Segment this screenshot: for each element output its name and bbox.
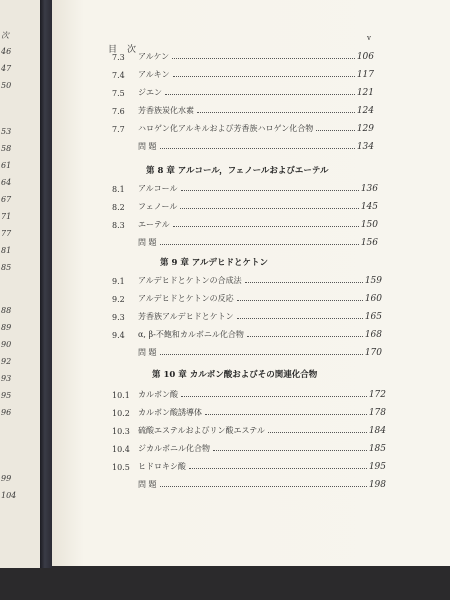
toc-entry-number: 7.6 xyxy=(112,107,125,116)
chapter-8-heading: 第 8 章 アルコール，フェノールおよびエーテル xyxy=(146,166,329,176)
toc-entry-page: 134 xyxy=(356,142,374,152)
toc-entry-number: 10.2 xyxy=(112,409,130,418)
toc-entry-page: 156 xyxy=(360,238,378,248)
toc-entry-number: 8.3 xyxy=(112,221,125,230)
toc-entry-number: 8.2 xyxy=(112,203,125,212)
toc-entry-number: 7.7 xyxy=(112,125,125,134)
toc-entry[interactable] xyxy=(112,310,382,322)
left-page-number: 64 xyxy=(1,178,12,187)
toc-leader xyxy=(173,76,355,77)
toc-entry-number: 9.1 xyxy=(112,277,125,286)
toc-entry-title: 問 題 xyxy=(138,480,157,489)
toc-entry-number: 9.4 xyxy=(112,331,125,340)
toc-entry[interactable] xyxy=(112,104,374,116)
toc-entry-title: エーテル xyxy=(138,220,170,229)
toc-entry[interactable] xyxy=(112,388,386,400)
toc-entry-title: 問 題 xyxy=(138,348,157,357)
left-page-number: 90 xyxy=(1,340,12,349)
toc-leader xyxy=(181,190,359,191)
toc-entry-number: 7.4 xyxy=(112,71,125,80)
toc-leader xyxy=(268,432,367,433)
toc-entry-title: α, β-不飽和カルボニル化合物 xyxy=(138,330,244,339)
toc-leader xyxy=(160,486,367,487)
toc-entry-number: 10.4 xyxy=(112,445,130,454)
chapter-9-heading: 第 9 章 アルデヒドとケトン xyxy=(160,258,268,268)
left-page-number: 次 xyxy=(1,31,9,40)
left-page-number: 99 xyxy=(1,474,12,483)
left-page-numbers xyxy=(0,0,22,568)
toc-entry-title: 問 題 xyxy=(138,238,157,247)
toc-entry[interactable] xyxy=(112,478,386,490)
toc-entry-title: フェノール xyxy=(138,202,178,211)
left-page-number: 50 xyxy=(1,81,12,90)
left-page-number: 95 xyxy=(1,391,12,400)
toc-entry-page: 168 xyxy=(364,330,382,340)
toc-entry[interactable] xyxy=(112,68,374,80)
left-page-number: 77 xyxy=(1,229,12,238)
toc-entry-title: ヒドロキシ酸 xyxy=(138,462,186,471)
toc-entry[interactable] xyxy=(112,460,386,472)
toc-entry[interactable] xyxy=(112,328,382,340)
toc-entry-page: 172 xyxy=(368,390,386,400)
left-page-number: 46 xyxy=(1,47,12,56)
toc-entry-title: 芳香族アルデヒドとケトン xyxy=(138,312,234,321)
left-page-number: 47 xyxy=(1,64,12,73)
toc-entry[interactable] xyxy=(112,218,378,230)
toc-entry-page: 170 xyxy=(364,348,382,358)
toc-entry-title: ジエン xyxy=(138,88,162,97)
toc-leader xyxy=(197,112,355,113)
chapter-10-heading: 第 10 章 カルボン酸およびその関連化合物 xyxy=(152,370,318,380)
toc-entry[interactable] xyxy=(112,406,386,418)
left-page-number: 88 xyxy=(1,306,12,315)
toc-entry[interactable] xyxy=(112,442,386,454)
toc-leader xyxy=(213,450,367,451)
toc-entry-page: 198 xyxy=(368,480,386,490)
toc-leader xyxy=(189,468,367,469)
toc-entry-page: 117 xyxy=(356,70,374,80)
toc-leader xyxy=(245,282,363,283)
page-header-title: 目次 xyxy=(108,45,147,55)
toc-entry[interactable] xyxy=(112,182,378,194)
toc-entry-page: 178 xyxy=(368,408,386,418)
toc-entry-page: 184 xyxy=(368,426,386,436)
toc-leader xyxy=(181,396,367,397)
toc-entry-title: アルコール xyxy=(138,184,178,193)
table-surface xyxy=(0,566,450,600)
toc-entry-page: 145 xyxy=(360,202,378,212)
toc-entry-title: アルデヒドとケトンの合成法 xyxy=(138,276,242,285)
left-page-number: 93 xyxy=(1,374,12,383)
toc-leader xyxy=(316,130,355,131)
left-page-number: 58 xyxy=(1,144,12,153)
toc-entry[interactable] xyxy=(112,140,374,152)
toc-entry-number: 8.1 xyxy=(112,185,125,194)
toc-entry-page: 185 xyxy=(368,444,386,454)
toc-entry[interactable] xyxy=(112,346,382,358)
left-page-number: 61 xyxy=(1,161,12,170)
left-page-number: 53 xyxy=(1,127,12,136)
toc-entry-page: 136 xyxy=(360,184,378,194)
toc-entry-number: 7.3 xyxy=(112,53,125,62)
toc-entry-number: 9.3 xyxy=(112,313,125,322)
toc-entry-number: 10.3 xyxy=(112,427,130,436)
toc-entry-page: 124 xyxy=(356,106,374,116)
left-page-number: 89 xyxy=(1,323,12,332)
toc-leader xyxy=(180,208,358,209)
toc-entry-title: アルキン xyxy=(138,70,170,79)
toc-entry-page: 165 xyxy=(364,312,382,322)
toc-entry[interactable] xyxy=(112,86,374,98)
toc-leader xyxy=(160,244,359,245)
toc-entry-page: 121 xyxy=(356,88,374,98)
toc-entry[interactable] xyxy=(112,122,374,134)
toc-entry-title: 芳香族炭化水素 xyxy=(138,106,194,115)
toc-entry-page: 106 xyxy=(356,52,374,62)
left-page-number: 85 xyxy=(1,263,12,272)
toc-entry-page: 195 xyxy=(368,462,386,472)
toc-entry-page: 129 xyxy=(356,124,374,134)
left-page-number: 81 xyxy=(1,246,12,255)
toc-entry-number: 10.5 xyxy=(112,463,130,472)
toc-entry-title: アルケン xyxy=(138,52,170,61)
toc-entry[interactable] xyxy=(112,292,382,304)
toc-entry-title: カルボン酸 xyxy=(138,390,178,399)
toc-leader xyxy=(237,300,363,301)
toc-entry-number: 7.5 xyxy=(112,89,125,98)
toc-leader xyxy=(165,94,355,95)
toc-leader xyxy=(205,414,367,415)
book-spine xyxy=(40,0,52,568)
left-page-number: 92 xyxy=(1,357,12,366)
left-page xyxy=(0,0,40,568)
toc-leader xyxy=(237,318,363,319)
toc-entry-title: ジカルボニル化合物 xyxy=(138,444,210,453)
toc-leader xyxy=(160,148,355,149)
toc-entry-title: アルデヒドとケトンの反応 xyxy=(138,294,234,303)
toc-entry-title: カルボン酸誘導体 xyxy=(138,408,202,417)
toc-entry[interactable] xyxy=(112,236,378,248)
left-page-number: 71 xyxy=(1,212,12,221)
toc-leader xyxy=(172,58,355,59)
left-page-number: 96 xyxy=(1,408,12,417)
toc-entry-page: 159 xyxy=(364,276,382,286)
toc-entry-title: 問 題 xyxy=(138,142,157,151)
toc-entry-page: 150 xyxy=(360,220,378,230)
toc-entry-number: 9.2 xyxy=(112,295,125,304)
toc-entry-number: 10.1 xyxy=(112,391,130,400)
toc-leader xyxy=(160,354,363,355)
toc-entry[interactable] xyxy=(112,200,378,212)
toc-entry-page: 160 xyxy=(364,294,382,304)
left-page-number: 67 xyxy=(1,195,12,204)
page-header-number: v xyxy=(367,34,371,42)
toc-entry[interactable] xyxy=(112,274,382,286)
toc-entry[interactable] xyxy=(112,50,374,62)
left-page-number: 104 xyxy=(1,491,17,500)
toc-leader xyxy=(247,336,363,337)
toc-leader xyxy=(173,226,359,227)
toc-entry-title: 硫酸エステルおよびリン酸エステル xyxy=(138,426,265,435)
toc-entry-title: ハロゲン化アルキルおよび芳香族ハロゲン化合物 xyxy=(138,124,314,133)
toc-entry[interactable] xyxy=(112,424,386,436)
